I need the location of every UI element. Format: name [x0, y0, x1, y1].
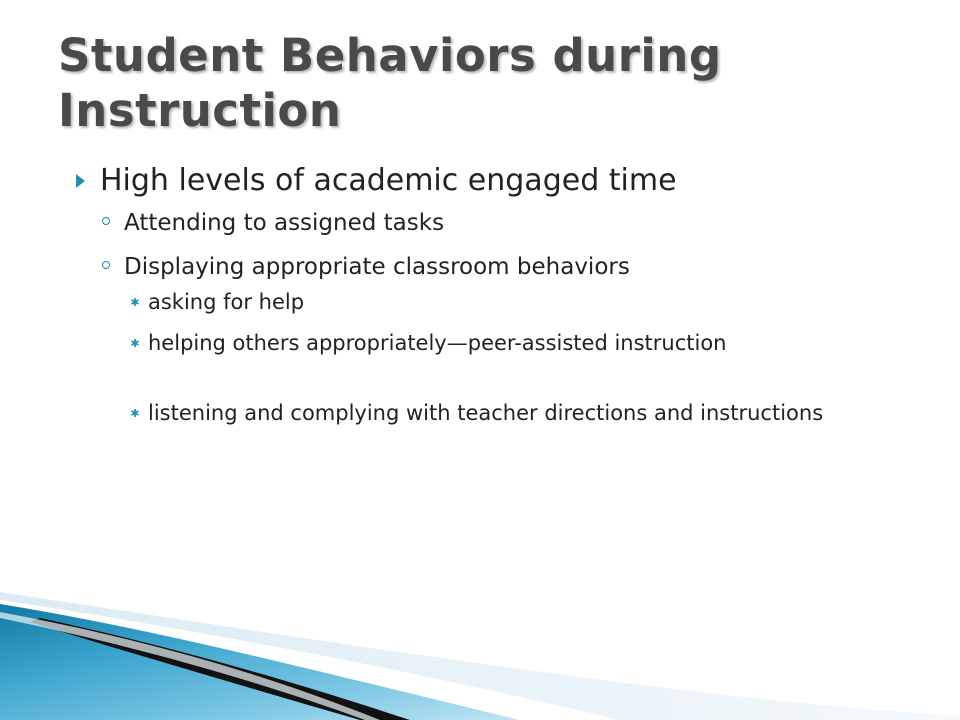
star-bullet-icon: ✱ [130, 337, 140, 350]
wave-blue-band [0, 604, 520, 720]
bullet-level2-text: Attending to assigned tasks [124, 210, 445, 236]
star-bullet-icon: ✱ [130, 296, 140, 309]
slide-title: Student Behaviors during Instruction [58, 29, 722, 137]
ring-bullet-icon [102, 261, 110, 269]
ring-bullet-icon [102, 217, 110, 225]
star-bullet-icon: ✱ [130, 407, 140, 420]
bullet-level3-text: helping others appropriately—peer-assisted instruction [148, 331, 727, 355]
bullet-level3-text: listening and complying with teacher directions and instructions [148, 401, 824, 425]
bullet-level3-text: asking for help [148, 290, 305, 314]
wave-highlight [0, 612, 380, 720]
bullet-level1-text: High levels of academic engaged time [100, 163, 677, 198]
bullet-level2-text: Displaying appropriate classroom behaviors [124, 254, 630, 280]
wave-dark-stripe [30, 618, 410, 720]
wave-pale-band [0, 592, 960, 720]
triangle-bullet-icon [76, 174, 85, 188]
